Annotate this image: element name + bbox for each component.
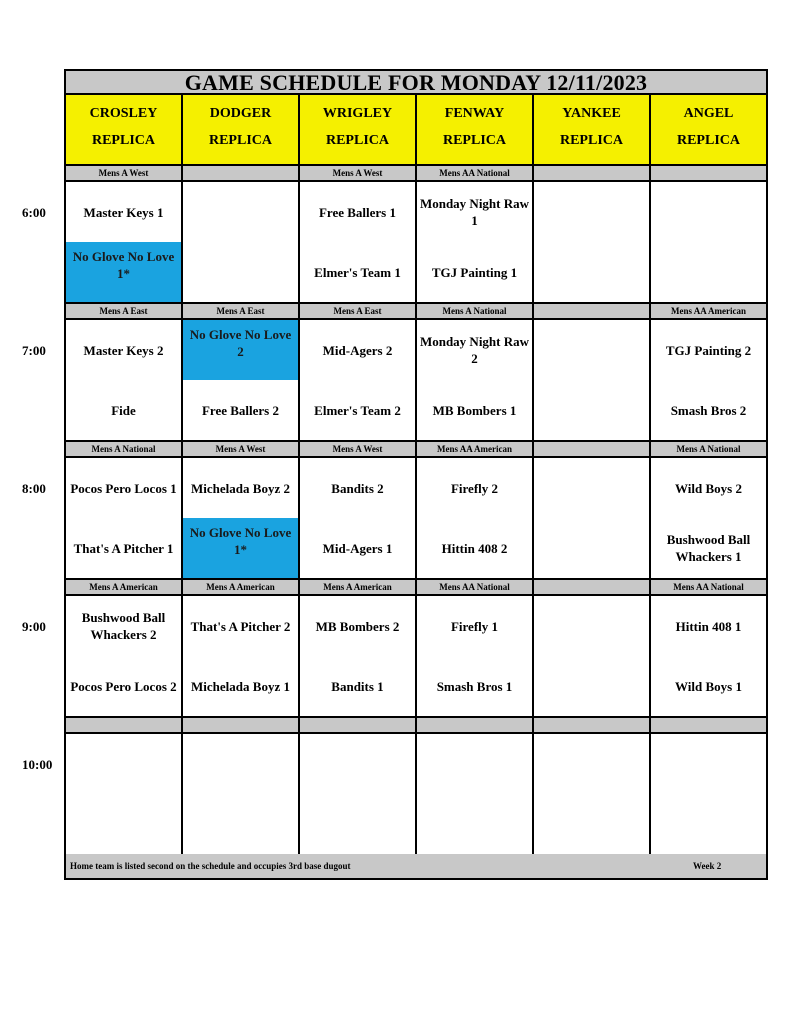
game-block [300,596,417,718]
game-block [417,320,534,442]
game-block [66,458,183,580]
game-entry: Monday Night Raw 1 [419,196,530,228]
game-entry [534,794,649,854]
field-subtitle: REPLICA [208,133,272,148]
game-entry [651,242,766,302]
field-name: CROSLEY [89,106,158,121]
game-block [417,458,534,580]
game-entry: Free Ballers 2 [201,402,279,418]
division-label: Mens A National [651,442,768,458]
game-entry [300,734,415,794]
division-label: Mens A West [300,166,417,182]
game-block [534,734,651,856]
game-block [66,734,183,856]
schedule-title: GAME SCHEDULE FOR MONDAY 12/11/2023 [66,71,766,95]
division-label: Mens A East [300,304,417,320]
division-label [534,580,651,596]
game-entry [534,242,649,302]
field-subtitle: REPLICA [559,133,623,148]
field-name: FENWAY [444,106,505,121]
game-entry [183,242,298,302]
game-entry [534,458,649,518]
time-label: 6:00 [22,205,46,220]
schedule-footer [66,854,766,878]
game-entry [417,734,532,794]
division-label: Mens A American [183,580,300,596]
game-entry: Firefly 1 [450,618,499,634]
division-label: Mens AA National [417,580,534,596]
game-entry: TGJ Painting 2 [665,342,752,358]
game-entry: Bandits 2 [331,480,384,496]
division-label [534,442,651,458]
game-entry [183,734,298,794]
game-entry: Smash Bros 2 [670,402,747,418]
game-entry: Smash Bros 1 [436,678,513,694]
game-block [300,734,417,856]
field-name: ANGEL [683,106,734,121]
division-label: Mens AA National [651,580,768,596]
game-block [534,458,651,580]
game-block [66,320,183,442]
game-entry [66,794,181,854]
game-entry [651,794,766,854]
division-label: Mens A National [417,304,534,320]
game-block [183,458,300,580]
division-label [66,718,183,734]
division-label [651,718,768,734]
game-entry [417,794,532,854]
division-label [534,718,651,734]
game-entry [300,794,415,854]
game-entry: Master Keys 1 [83,204,164,220]
game-entry [183,794,298,854]
game-block [66,182,183,304]
division-label: Mens A National [66,442,183,458]
division-label: Mens A East [183,304,300,320]
game-entry [651,734,766,794]
game-block [183,320,300,442]
game-block [651,596,768,718]
game-entry [183,182,298,242]
game-entry: Elmer's Team 1 [314,264,401,280]
division-label [183,718,300,734]
game-block [417,734,534,856]
game-block [300,182,417,304]
game-entry: No Glove No Love 1* [183,518,298,578]
game-block [66,596,183,718]
game-entry: Michelada Boyz 1 [191,678,290,694]
game-block [417,596,534,718]
division-label: Mens A East [66,304,183,320]
field-header [183,95,300,166]
field-header [66,95,183,166]
game-entry [534,518,649,578]
division-label: Mens A West [300,442,417,458]
game-entry: MB Bombers 1 [432,402,517,418]
game-block [183,596,300,718]
division-label: Mens A American [66,580,183,596]
time-label: 8:00 [22,481,46,496]
game-entry: Pocos Pero Locos 1 [70,480,177,496]
game-entry: Bushwood Ball Whackers 1 [666,532,751,564]
game-block [651,182,768,304]
field-name: WRIGLEY [322,106,393,121]
field-header [651,95,768,166]
field-subtitle: REPLICA [91,133,155,148]
schedule-table [64,69,768,880]
game-entry [534,320,649,380]
game-entry: Fide [111,402,136,418]
game-entry: Wild Boys 2 [675,480,742,496]
game-entry: Hittin 408 1 [675,618,742,634]
division-label [300,718,417,734]
game-entry [534,182,649,242]
game-entry: MB Bombers 2 [315,618,400,634]
week-label: Week 2 [693,861,722,871]
field-subtitle: REPLICA [442,133,506,148]
field-header [417,95,534,166]
game-entry: Master Keys 2 [83,342,164,358]
game-block [300,320,417,442]
game-entry: That's A Pitcher 2 [190,618,291,634]
division-label: Mens AA American [417,442,534,458]
game-block [183,734,300,856]
time-label: 7:00 [22,343,46,358]
division-label: Mens A American [300,580,417,596]
field-name: YANKEE [562,106,621,121]
game-entry: Monday Night Raw 2 [419,334,530,366]
game-entry: Pocos Pero Locos 2 [70,678,177,694]
game-entry: Hittin 408 2 [441,540,508,556]
game-entry: Bandits 1 [331,678,384,694]
division-label: Mens AA American [651,304,768,320]
game-entry: That's A Pitcher 1 [73,540,174,556]
game-block [300,458,417,580]
field-header [534,95,651,166]
field-subtitle: REPLICA [676,133,740,148]
game-entry [66,734,181,794]
footer-note: Home team is listed second on the schedule and occupies 3rd base dugout [70,861,351,871]
game-block [651,458,768,580]
game-entry [534,734,649,794]
division-label [651,166,768,182]
game-block [534,182,651,304]
game-entry: Mid-Agers 2 [322,342,393,358]
game-entry [534,596,649,656]
division-label [417,718,534,734]
game-entry: Free Ballers 1 [318,204,396,220]
division-label [534,166,651,182]
game-entry: Bushwood Ball Whackers 2 [81,610,166,642]
field-name: DODGER [209,106,272,121]
game-entry: No Glove No Love 1* [66,242,181,302]
division-label: Mens A West [183,442,300,458]
game-entry: Wild Boys 1 [675,678,742,694]
time-label: 10:00 [22,757,53,772]
game-entry: Firefly 2 [450,480,499,496]
game-entry [534,380,649,440]
game-entry: TGJ Painting 1 [431,264,518,280]
game-block [183,182,300,304]
game-block [534,320,651,442]
division-label: Mens A West [66,166,183,182]
division-label: Mens AA National [417,166,534,182]
field-subtitle: REPLICA [325,133,389,148]
game-entry [651,182,766,242]
game-entry: Michelada Boyz 2 [191,480,290,496]
game-entry: Mid-Agers 1 [322,540,393,556]
game-block [651,320,768,442]
game-entry: No Glove No Love 2 [183,320,298,380]
division-label [183,166,300,182]
game-entry [534,656,649,716]
game-block [534,596,651,718]
time-label: 9:00 [22,619,46,634]
game-block [417,182,534,304]
field-header [300,95,417,166]
division-label [534,304,651,320]
game-entry: Elmer's Team 2 [314,402,401,418]
game-block [651,734,768,856]
